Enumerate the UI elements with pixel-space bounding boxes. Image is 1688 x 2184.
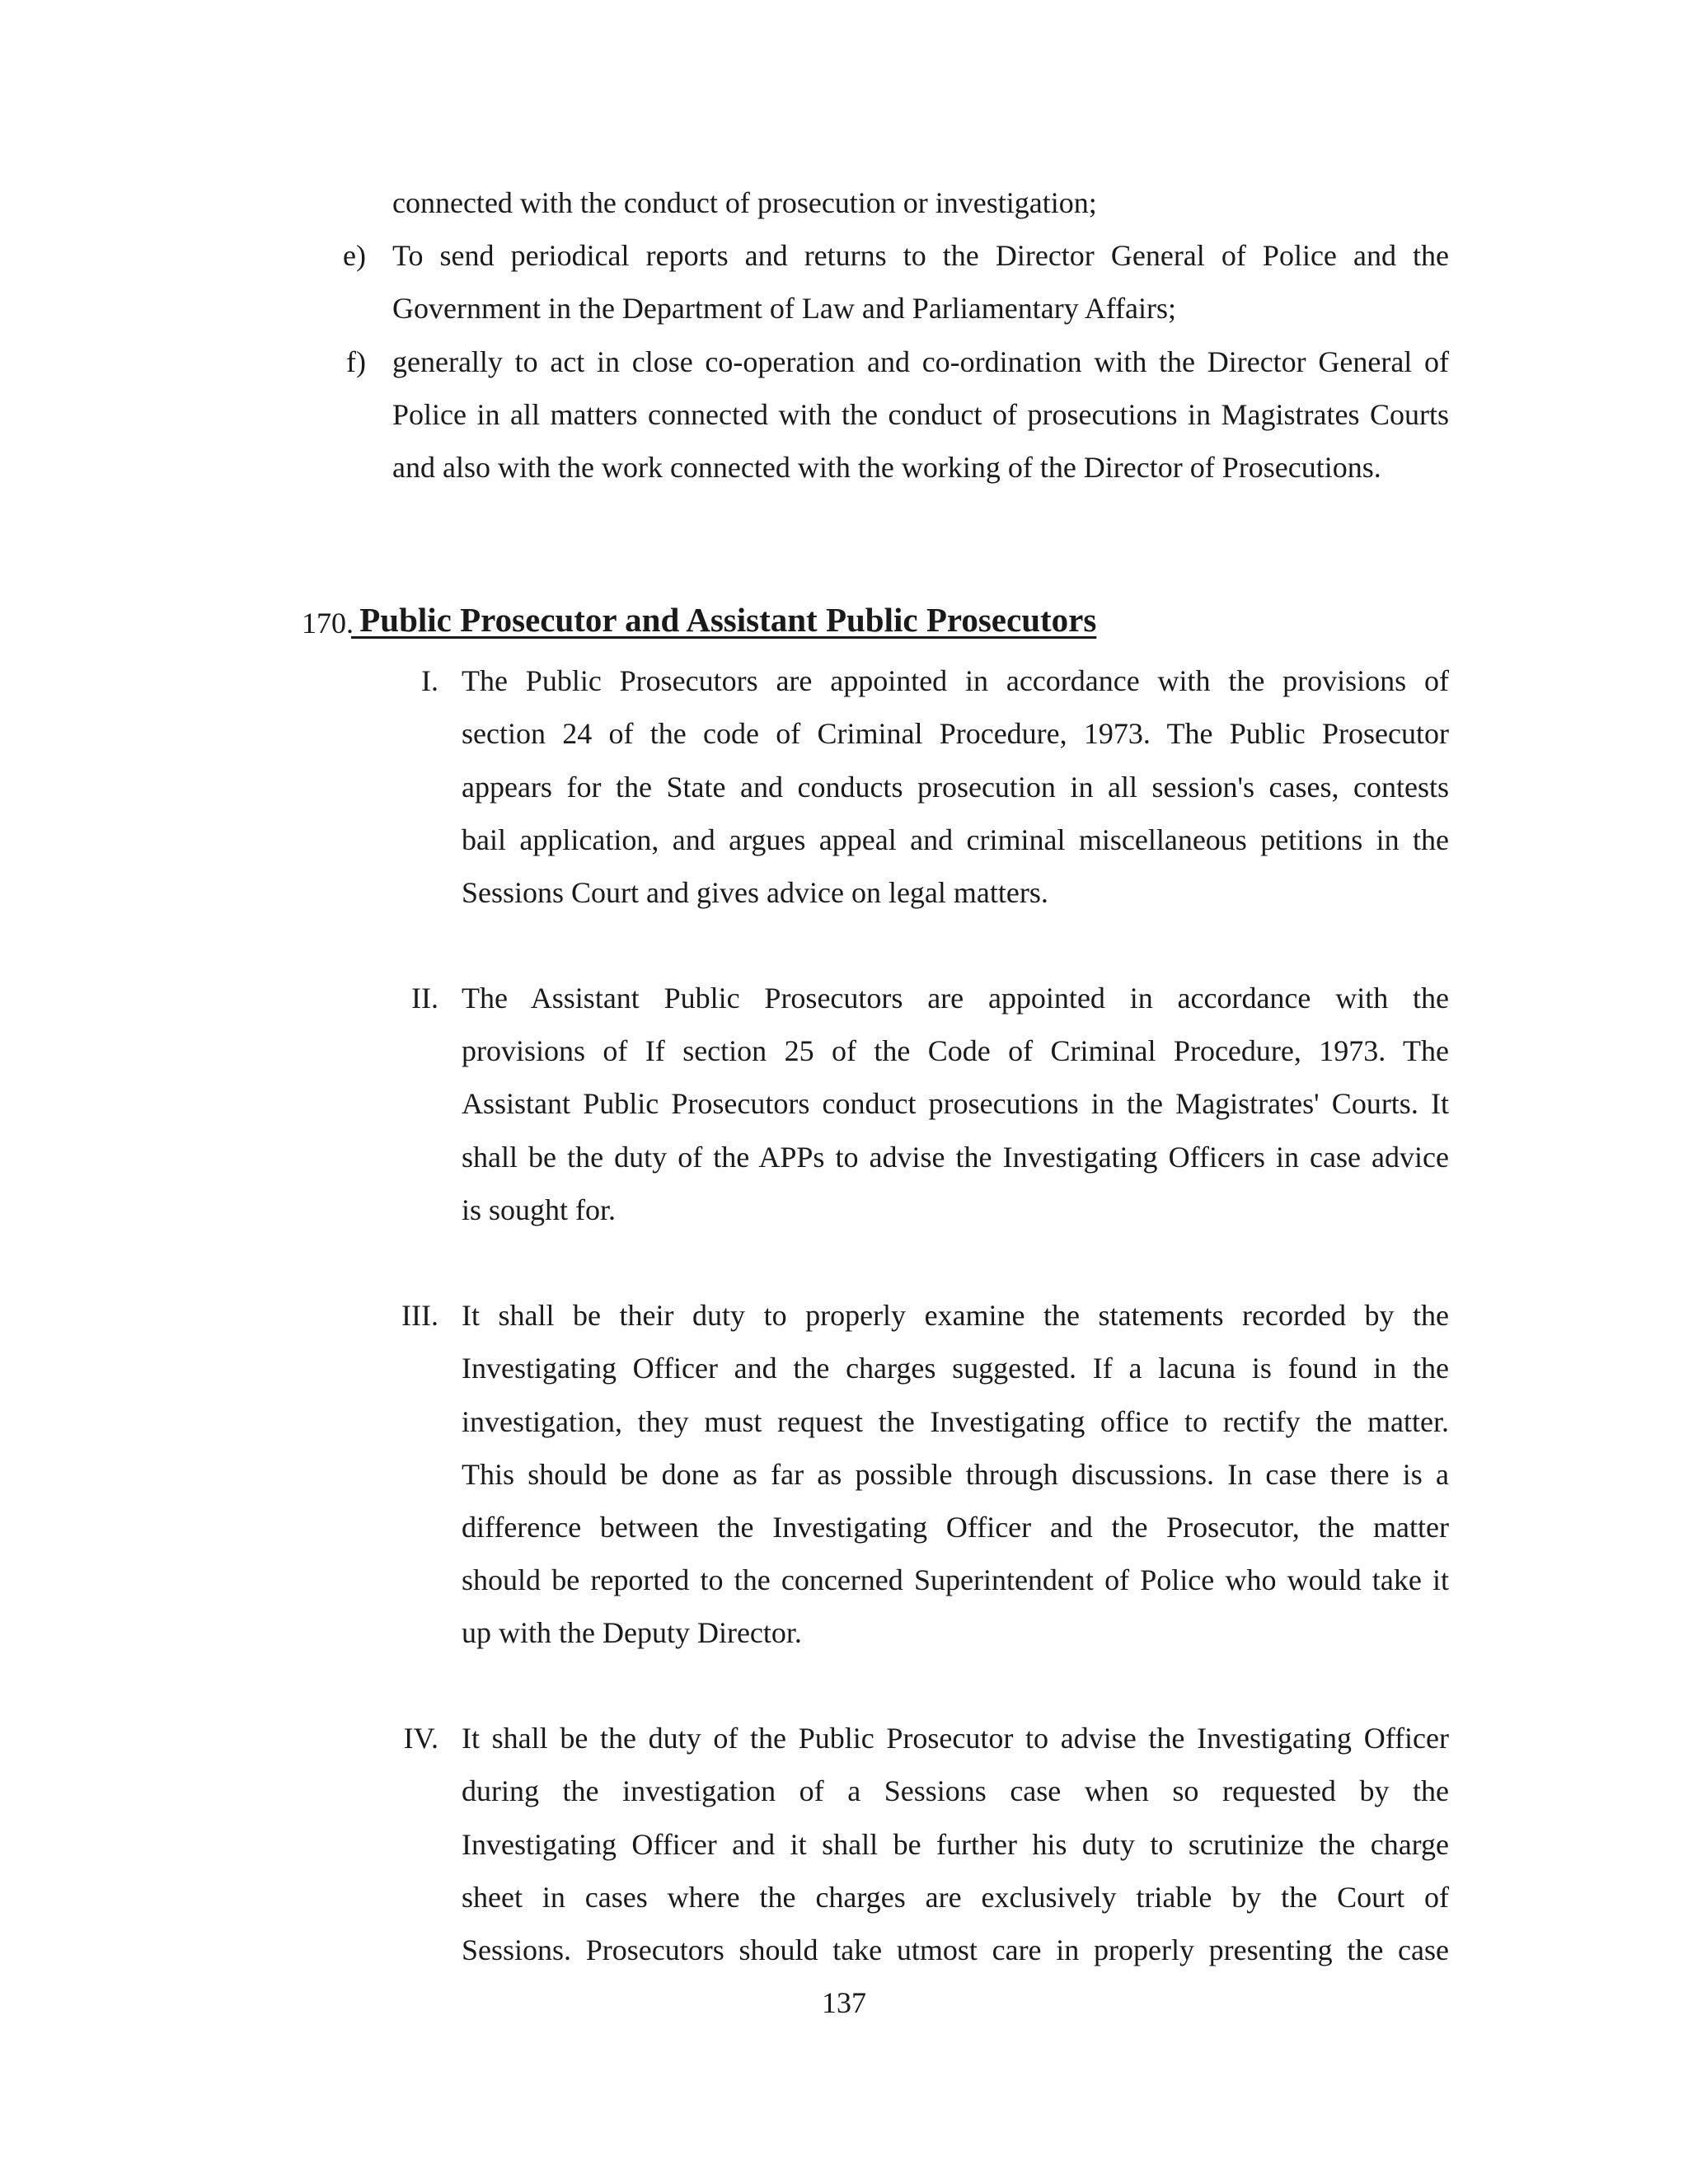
item-f-line: Police in all matters connected with the conduct of prosecutions in Magistrates Courts — [392, 398, 1449, 431]
item-III-line: difference between the Investigating Officer and the Prosecutor, the matter — [462, 1511, 1449, 1544]
item-II-line: Assistant Public Prosecutors conduct prosecutions in the Magistrates' Courts. It — [462, 1087, 1449, 1120]
item-III-line: It shall be their duty to properly examine the statements recorded by the — [462, 1299, 1449, 1332]
section-title: Public Prosecutor and Assistant Public Prosecutors — [351, 601, 1097, 639]
item-f-line: generally to act in close co-operation and co-ordination with the Director General of — [392, 345, 1449, 378]
item-IV-line: during the investigation of a Sessions case when so requested by the — [462, 1774, 1449, 1807]
list-label-f: f) — [346, 345, 366, 378]
item-III-line: up with the Deputy Director. — [462, 1616, 802, 1649]
roman-label-I: I. — [421, 664, 438, 697]
item-e-line: To send periodical reports and returns to the Director General of Police and the — [392, 239, 1449, 272]
item-II-line: is sought for. — [462, 1193, 617, 1226]
item-f-line: and also with the work connected with the working of the Director of Prosecutions. — [392, 451, 1381, 484]
item-IV-line: Sessions. Prosecutors should take utmost care in properly presenting the case — [462, 1933, 1449, 1966]
item-III-line: investigation, they must request the Investigating office to rectify the matter. — [462, 1405, 1449, 1438]
item-I-line: The Public Prosecutors are appointed in accordance with the provisions of — [462, 664, 1449, 697]
item-II-line: shall be the duty of the APPs to advise the Investigating Officers in case advice — [462, 1141, 1449, 1174]
roman-label-II: II. — [411, 982, 438, 1015]
item-II-line: The Assistant Public Prosecutors are appointed in accordance with the — [462, 982, 1449, 1015]
item-I-line: section 24 of the code of Criminal Procedure, 1973. The Public Prosecutor — [462, 717, 1449, 750]
roman-label-III: III. — [401, 1299, 438, 1332]
item-IV-line: Investigating Officer and it shall be further his duty to scrutinize the charge — [462, 1828, 1449, 1861]
roman-label-IV: IV. — [403, 1722, 438, 1755]
item-e-line: Government in the Department of Law and Parliamentary Affairs; — [392, 292, 1177, 325]
section-number: 170. — [302, 607, 354, 640]
item-III-line: should be reported to the concerned Superintendent of Police who would take it — [462, 1563, 1449, 1596]
item-IV-line: sheet in cases where the charges are exclusively triable by the Court of — [462, 1881, 1449, 1914]
item-III-line: This should be done as far as possible through discussions. In case there is a — [462, 1458, 1449, 1491]
item-I-line: bail application, and argues appeal and criminal miscellaneous petitions in the — [462, 823, 1449, 856]
continuation-line: connected with the conduct of prosecution or investigation; — [392, 186, 1097, 219]
item-I-line: Sessions Court and gives advice on legal matters. — [462, 876, 1048, 909]
item-I-line: appears for the State and conducts prosecution in all session's cases, contests — [462, 771, 1449, 804]
item-III-line: Investigating Officer and the charges suggested. If a lacuna is found in the — [462, 1352, 1449, 1385]
item-IV-line: It shall be the duty of the Public Prosecutor to advise the Investigating Officer — [462, 1722, 1449, 1755]
list-label-e: e) — [343, 239, 366, 272]
item-II-line: provisions of If section 25 of the Code of Criminal Procedure, 1973. The — [462, 1034, 1449, 1067]
page-number: 137 — [822, 1986, 866, 2019]
